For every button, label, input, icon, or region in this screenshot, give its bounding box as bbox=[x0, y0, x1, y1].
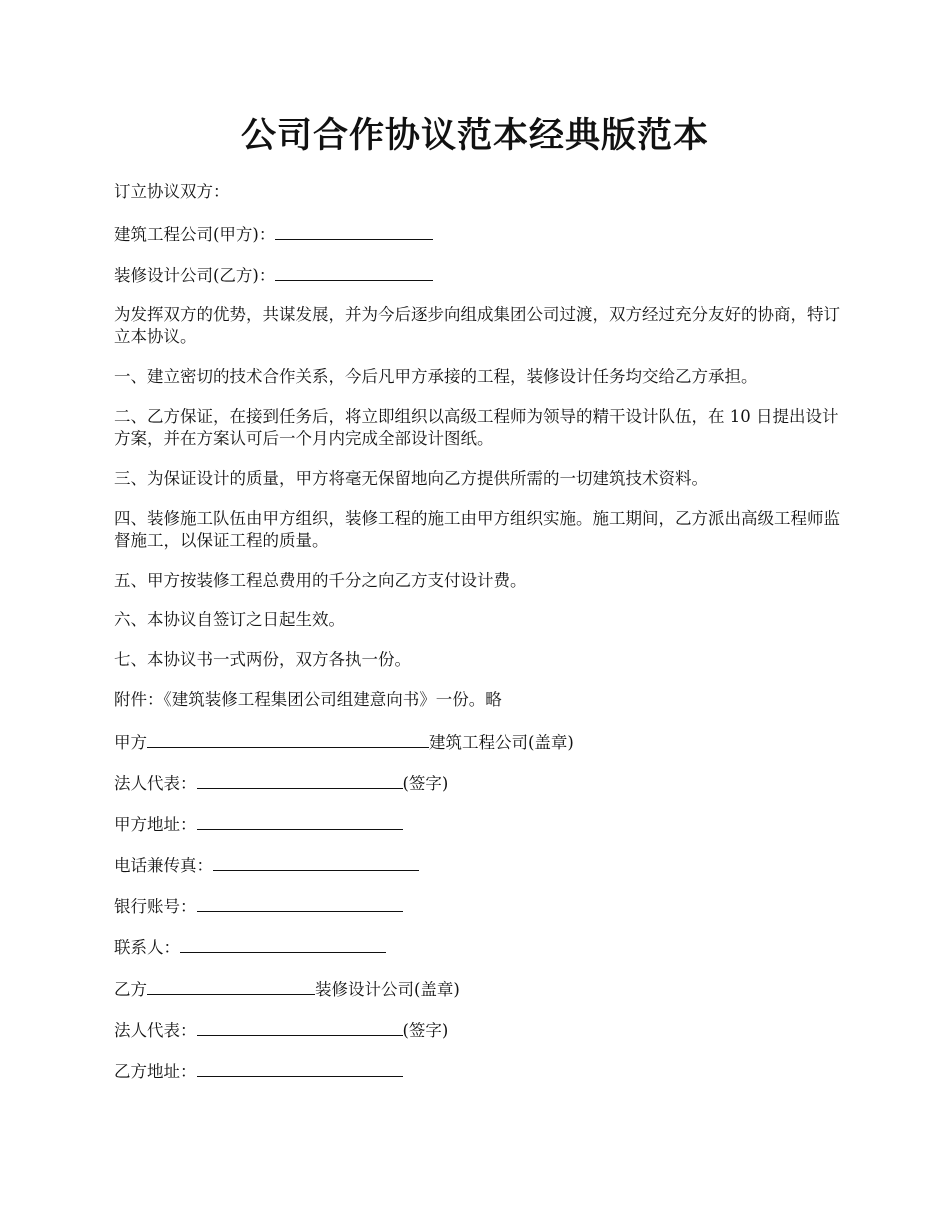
party-a-contact-label: 联系人： bbox=[114, 938, 180, 957]
party-b-legal-rep-line bbox=[114, 1018, 844, 1042]
party-b-address-line bbox=[114, 1059, 844, 1083]
party-a-address-label: 甲方地址： bbox=[114, 815, 197, 834]
clause-3: 三、为保证设计的质量，甲方将毫无保留地向乙方提供所需的一切建筑技术资料。 bbox=[114, 469, 708, 488]
party-a-bank-blank bbox=[197, 894, 403, 912]
party-b-sign-suffix: (签字) bbox=[402, 1021, 449, 1040]
party-b-line bbox=[114, 263, 844, 287]
party-b-seal-line bbox=[114, 977, 844, 1001]
clause-2: 二、乙方保证，在接到任务后，将立即组织以高级工程师为领导的精干设计队伍，在 10 日提出设计方案，并在方案认可后一个月内完成全部设计图纸。 bbox=[114, 407, 839, 448]
party-a-line bbox=[114, 222, 844, 246]
party-a-phone-line bbox=[114, 853, 844, 877]
intro-label: 订立协议双方： bbox=[114, 182, 230, 201]
party-a-address-blank bbox=[197, 812, 403, 830]
party-a-legal-rep-blank bbox=[197, 771, 403, 789]
clause-6: 六、本协议自签订之日起生效。 bbox=[114, 610, 345, 629]
party-a-phone-label: 电话兼传真： bbox=[114, 856, 213, 875]
party-b-legal-rep-blank bbox=[197, 1018, 403, 1036]
clause-5: 五、甲方按装修工程总费用的千分之向乙方支付设计费。 bbox=[114, 571, 527, 590]
party-a-address-line bbox=[114, 812, 844, 836]
party-a-sign-suffix: (签字) bbox=[402, 774, 449, 793]
party-b-seal-prefix: 乙方 bbox=[114, 980, 147, 999]
party-a-seal-suffix: 建筑工程公司(盖章) bbox=[429, 733, 574, 752]
clause-1: 一、建立密切的技术合作关系，今后凡甲方承接的工程，装修设计任务均交给乙方承担。 bbox=[114, 367, 758, 386]
attachment-note: 附件：《建筑装修工程集团公司组建意向书》一份。略 bbox=[114, 690, 502, 709]
party-b-seal-suffix: 装修设计公司(盖章) bbox=[315, 980, 460, 999]
document-title: 公司合作协议范本经典版范本 bbox=[240, 115, 709, 156]
party-a-legal-rep-line bbox=[114, 771, 844, 795]
party-a-legal-rep-label: 法人代表： bbox=[114, 774, 197, 793]
party-a-seal-line bbox=[114, 730, 844, 754]
party-b-legal-rep-label: 法人代表： bbox=[114, 1021, 197, 1040]
party-a-phone-blank bbox=[213, 853, 419, 871]
preamble-paragraph: 为发挥双方的优势，共谋发展，并为今后逐步向组成集团公司过渡，双方经过充分友好的协商，特订立本协议。 bbox=[114, 305, 840, 346]
party-a-label: 建筑工程公司(甲方)： bbox=[114, 225, 276, 244]
party-b-address-label: 乙方地址： bbox=[114, 1062, 197, 1081]
party-a-seal-blank bbox=[147, 730, 429, 748]
party-a-blank bbox=[275, 222, 433, 240]
party-a-contact-line bbox=[114, 935, 844, 959]
party-a-bank-label: 银行账号： bbox=[114, 897, 197, 916]
party-a-contact-blank bbox=[180, 935, 386, 953]
party-b-blank bbox=[275, 263, 433, 281]
party-b-address-blank bbox=[197, 1059, 403, 1077]
party-b-seal-blank bbox=[147, 977, 315, 995]
party-a-bank-line bbox=[114, 894, 844, 918]
clause-7: 七、本协议书一式两份，双方各执一份。 bbox=[114, 650, 411, 669]
clause-4: 四、装修施工队伍由甲方组织，装修工程的施工由甲方组织实施。施工期间，乙方派出高级工程师监督施工，以保证工程的质量。 bbox=[114, 509, 840, 550]
party-a-seal-prefix: 甲方 bbox=[114, 733, 147, 752]
party-b-label: 装修设计公司(乙方)： bbox=[114, 266, 276, 285]
